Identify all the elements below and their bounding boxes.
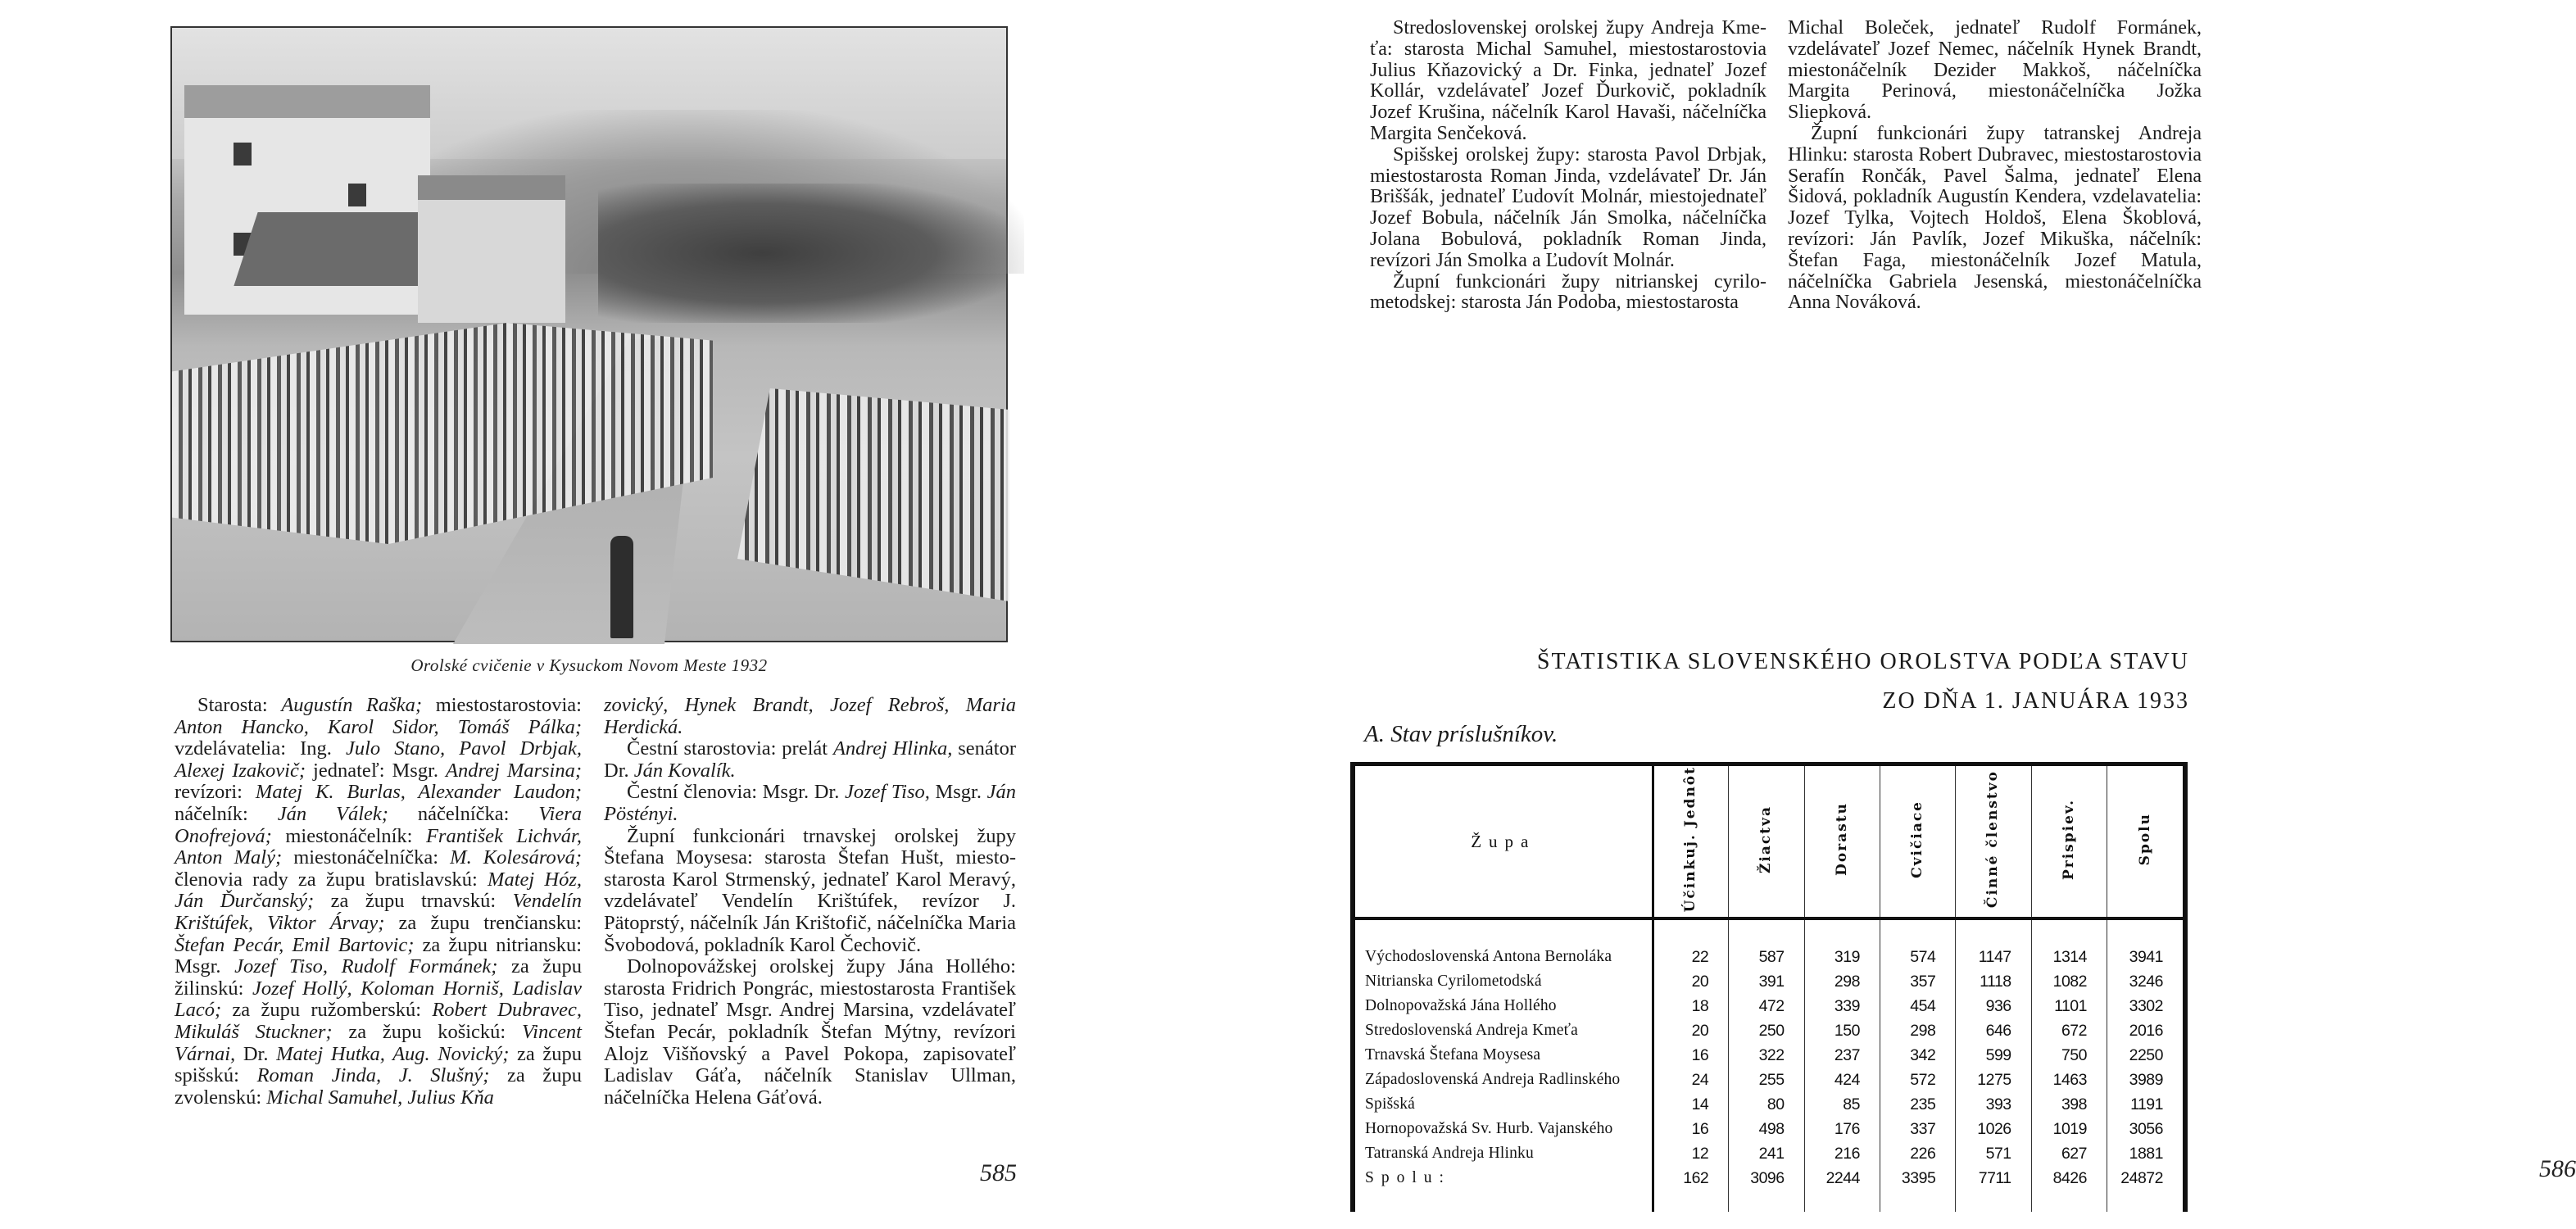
value-cell: 1314: [2031, 918, 2107, 969]
text-run: za župu žilinskú:: [175, 955, 582, 1000]
value-cell: 3941: [2107, 918, 2186, 969]
italic-name: Andrej Hlinka,: [832, 737, 953, 760]
value-cell: 454: [1880, 994, 1955, 1018]
value-cell: 18: [1653, 994, 1729, 1018]
value-cell: 7711: [1956, 1166, 2031, 1212]
table-row: [1353, 1141, 2185, 1166]
text-run: Msgr.: [929, 781, 987, 804]
italic-name: Ján Kovalík.: [633, 759, 736, 782]
text-run: za župu trenčiansku:: [384, 911, 582, 934]
italic-name: Robert Dubravec, Mikuláš Stuckner;: [175, 999, 582, 1043]
text-run: za župu spišskú:: [175, 1042, 583, 1087]
value-cell: 472: [1729, 994, 1804, 1018]
value-cell: 14: [1653, 1092, 1729, 1117]
italic-name: Matej Hutka, Aug. Novický;: [276, 1042, 510, 1065]
italic-name: Augustín Raška;: [281, 694, 423, 716]
table-total-row: [1353, 1166, 2185, 1212]
value-cell: 226: [1880, 1141, 1955, 1166]
italic-name: Viera Onofrejová;: [175, 802, 582, 847]
value-cell: 337: [1880, 1117, 1955, 1141]
zupa-name-cell: Nitrianska Cyrilometodská: [1353, 969, 1653, 994]
text-run: jednateľ: Msgr.: [306, 759, 447, 782]
zupa-name-cell: Spolu:: [1353, 1166, 1653, 1212]
text-run: miestonáčelník:: [271, 824, 426, 847]
value-cell: 298: [1804, 969, 1880, 994]
text-run: Čestní členovia: Msgr. Dr.: [627, 781, 845, 804]
text-run: Čestní starostovia: prelát: [627, 737, 833, 760]
column-header-label: Dorastu: [1833, 802, 1850, 877]
value-cell: 1026: [1956, 1117, 2031, 1141]
zupa-name-cell: Spišská: [1353, 1092, 1653, 1117]
text-run: náčelník:: [175, 802, 278, 825]
italic-name: Jozef Tiso, Rudolf Formánek;: [234, 955, 498, 978]
italic-name: M. Kolesárová;: [450, 846, 582, 869]
zupa-name-cell: Dolnopovažská Jána Hollého: [1353, 994, 1653, 1018]
table-row: [1353, 994, 2185, 1018]
value-cell: 1147: [1956, 918, 2031, 969]
value-cell: 572: [1880, 1068, 1955, 1092]
paragraph-honorary-chairmen: [604, 738, 1016, 782]
value-cell: 391: [1729, 969, 1804, 994]
paragraph-tatranska-district: Župní funkcionári župy tatranskej Andreja Hlinku: starosta Robert Dubravec, miestostarostovia Serafín Rončák, Pavel Šalma, jednateľ Elena Šidová, pokladník Augustín Kendera, vzdelavatelia: Jozef Tylka, Vojtech Holdoš, Elena Škoblová, revízori: Ján Pavlík, Jozef Mikuška, náčelník: Štefan Faga, miestonáčelník Jozef Matula, náčelníčka Gabriela Jesenská, miestonáčelníčka Anna Nováková.: [1788, 122, 2202, 314]
text-run: náčelníčka:: [388, 802, 539, 825]
value-cell: 80: [1729, 1092, 1804, 1117]
value-cell: 255: [1729, 1068, 1804, 1092]
value-cell: 3056: [2107, 1117, 2186, 1141]
value-cell: 22: [1653, 918, 1729, 969]
table-header-row: [1353, 764, 2185, 919]
column-header-cviciace: [1880, 764, 1955, 919]
value-cell: 3302: [2107, 994, 2186, 1018]
italic-name: Matej Hóz, Ján Ďurčanský;: [175, 868, 582, 913]
value-cell: 1463: [2031, 1068, 2107, 1092]
text-run: senátor Dr.: [604, 737, 1017, 782]
section-label: A. Stav príslušníkov.: [1364, 721, 1558, 747]
value-cell: 235: [1880, 1092, 1955, 1117]
value-cell: 3096: [1729, 1166, 1804, 1212]
value-cell: 342: [1880, 1043, 1955, 1068]
zupa-name-cell: Hornopovažská Sv. Hurb. Vajanského: [1353, 1117, 1653, 1141]
value-cell: 571: [1956, 1141, 2031, 1166]
value-cell: 322: [1729, 1043, 1804, 1068]
photo-caption: Orolské cvičenie v Kysuckom Novom Meste 1932: [410, 655, 768, 675]
value-cell: 20: [1653, 969, 1729, 994]
left-text-column-2: [604, 695, 1016, 1109]
column-header-label: Účinkuj. Jednôt: [1682, 766, 1699, 913]
text-run: za župu zvolenskú:: [175, 1064, 582, 1109]
paragraph-continuation: [604, 695, 1016, 738]
value-cell: 2016: [2107, 1018, 2186, 1043]
value-cell: 424: [1804, 1068, 1880, 1092]
italic-name: Ján Pöstényi.: [604, 781, 1016, 825]
value-cell: 1019: [2031, 1117, 2107, 1141]
value-cell: 339: [1804, 994, 1880, 1018]
value-cell: 1082: [2031, 969, 2107, 994]
column-header-spolu: [2107, 764, 2186, 919]
text-run: za župu košickú:: [332, 1020, 522, 1043]
zupa-name-cell: Západoslovenská Andreja Radlinského: [1353, 1068, 1653, 1092]
paragraph-dolnopovazska-district: Dolnopovážskej orolskej župy Jána Hollého: starosta Fridrich Pongrác, miestostarosta František Tiso, jednateľ Msgr. Andrej Marsina, vzdelávateľ Štefan Pecár, pokladník Štefan Mýtny, revízori Alojz Višňovský a Pavel Pokopa, zapisovateľ Ladislav Gáťa, náčelník Stanislav Ullman, náčelníčka Helena Gáťová.: [604, 955, 1016, 1109]
value-cell: 357: [1880, 969, 1955, 994]
column-header-label: Činné členstvo: [1984, 770, 2002, 909]
zupa-name-cell: Východoslovenská Antona Bernoláka: [1353, 918, 1653, 969]
column-header-zupa: Župa: [1353, 764, 1653, 919]
italic-name: Michal Samuhel, Julius Kňa: [266, 1086, 494, 1109]
column-header-label: Žiactva: [1757, 805, 1775, 873]
photograph-orol-exercise: [170, 26, 1008, 642]
paragraph-trnava-district: Župní funkcionári trnavskej orolskej župy Štefana Moysesa: starosta Štefan Hušt, miestostarosta Karol Strmenský, jednateľ Karol Meravý, vzdelávateľ Vendelín Krištúfek, revízor J. Pätoprstý, náčelník Ján Krištofič, náčelníčka Maria Švobodová, pokladník Karol Čechovič.: [604, 824, 1016, 956]
italic-name: Andrej Marsina;: [446, 759, 583, 782]
italic-name: Jozef Tiso,: [844, 781, 930, 804]
italic-name: Julo Stano, Pavol Drbjak, Alexej Izakovič;: [175, 737, 582, 782]
page-number-left: 585: [980, 1159, 1017, 1186]
left-text-column-1: [175, 695, 582, 1109]
right-text-column-1: [1370, 18, 1766, 314]
value-cell: 1191: [2107, 1092, 2186, 1117]
value-cell: 16: [1653, 1043, 1729, 1068]
text-run: Starosta:: [197, 694, 282, 716]
photo-crowd-right: [737, 388, 1009, 601]
photo-window: [348, 184, 366, 206]
value-cell: 8426: [2031, 1166, 2107, 1212]
text-run: za župu ružomberskú:: [221, 999, 433, 1022]
column-header-dorastu: [1804, 764, 1880, 919]
italic-name: František Lichvár, Anton Malý;: [175, 824, 582, 869]
table-body: [1353, 918, 2185, 1212]
italic-name: Jozef Hollý, Koloman Horniš, Ladislav Lacó;: [175, 977, 582, 1022]
italic-name: Vendelín Krištúfek, Viktor Árvay;: [175, 890, 582, 934]
photo-window: [234, 143, 252, 166]
value-cell: 936: [1956, 994, 2031, 1018]
column-header-label: Cvičiace: [1909, 800, 1926, 878]
value-cell: 176: [1804, 1117, 1880, 1141]
value-cell: 24872: [2107, 1166, 2186, 1212]
photo-walking-figure: [610, 536, 633, 638]
italic-name: Matej K. Burlas, Alexander Laudon;: [255, 781, 582, 804]
italic-name: Štefan Pecár, Emil Bartovic;: [175, 933, 415, 956]
value-cell: 3989: [2107, 1068, 2186, 1092]
italic-name: Vincent Várnai,: [175, 1020, 582, 1065]
value-cell: 1118: [1956, 969, 2031, 994]
value-cell: 599: [1956, 1043, 2031, 1068]
value-cell: 85: [1804, 1092, 1880, 1117]
table-row: [1353, 1018, 2185, 1043]
value-cell: 1275: [1956, 1068, 2031, 1092]
paragraph-stredoslovenska-district: Stredoslovenskej orolskej župy Andreja Kmeťa: starosta Michal Samuhel, miestostarostovia Julius Kňazovický a Dr. Finka, jednateľ Jozef Kollár, vzdelávateľ Jozef Ďurkovič, pokladník Jozef Krušina, náčelník Karol Havaši, náčelníčka Margita Senčeková.: [1370, 17, 1766, 144]
right-page: [1179, 0, 2576, 1229]
column-header-cinne-clenstvo: [1956, 764, 2031, 919]
paragraph-honorary-members: [604, 782, 1016, 825]
value-cell: 237: [1804, 1043, 1880, 1068]
zupa-name-cell: Trnavská Štefana Moysesa: [1353, 1043, 1653, 1068]
value-cell: 574: [1880, 918, 1955, 969]
text-run: za župu trnavskú:: [314, 890, 513, 913]
table-row: [1353, 1043, 2185, 1068]
table-row: [1353, 969, 2185, 994]
left-page: [0, 0, 1179, 1229]
value-cell: 672: [2031, 1018, 2107, 1043]
italic-name: Anton Hancko, Karol Sidor, Tomáš Pálka;: [175, 715, 582, 738]
value-cell: 298: [1880, 1018, 1955, 1043]
value-cell: 2250: [2107, 1043, 2186, 1068]
value-cell: 646: [1956, 1018, 2031, 1043]
value-cell: 250: [1729, 1018, 1804, 1043]
text-run: vzdelávatelia: Ing.: [175, 737, 346, 760]
photo-house: [418, 175, 565, 323]
value-cell: 16: [1653, 1117, 1729, 1141]
italic-name: Ján Válek;: [277, 802, 388, 825]
text-run: revízori:: [175, 781, 256, 804]
value-cell: 2244: [1804, 1166, 1880, 1212]
value-cell: 162: [1653, 1166, 1729, 1212]
table-row: [1353, 918, 2185, 969]
photo-roof: [234, 212, 446, 286]
text-run: miestostarostovia:: [422, 694, 582, 716]
value-cell: 498: [1729, 1117, 1804, 1141]
value-cell: 3395: [1880, 1166, 1955, 1212]
photo-trees: [598, 184, 1008, 323]
italic-name: zovický, Hynek Brandt, Jozef Rebroš, Maria Herdická.: [604, 694, 1016, 738]
right-text-column-2: [1788, 18, 2202, 314]
text-run: členovia rady za župu bratislavskú:: [175, 868, 488, 891]
value-cell: 1881: [2107, 1141, 2186, 1166]
value-cell: 150: [1804, 1018, 1880, 1043]
value-cell: 627: [2031, 1141, 2107, 1166]
value-cell: 1101: [2031, 994, 2107, 1018]
value-cell: 587: [1729, 918, 1804, 969]
value-cell: 12: [1653, 1141, 1729, 1166]
column-header-ziactva: [1729, 764, 1804, 919]
text-run: za župu nitriansku: Msgr.: [175, 933, 582, 978]
text-run: miestonáčelníčka:: [282, 846, 451, 869]
table-row: [1353, 1117, 2185, 1141]
paragraph-nitrianska-continuation: Michal Boleček, jednateľ Rudolf Formánek, vzdelávateľ Jozef Nemec, náčelník Hynek Brandt, miestonáčelník Dezider Makkoš, náčelníčka Margita Perinová, miestonáčelníčka Jožka Sliepková.: [1788, 17, 2202, 124]
value-cell: 750: [2031, 1043, 2107, 1068]
value-cell: 20: [1653, 1018, 1729, 1043]
column-header-prispiev: [2031, 764, 2107, 919]
value-cell: 24: [1653, 1068, 1729, 1092]
value-cell: 241: [1729, 1141, 1804, 1166]
column-header-label: Prispiev.: [2060, 798, 2077, 880]
column-header-label: Spolu: [2136, 813, 2153, 866]
table-row: [1353, 1068, 2185, 1092]
text-run: Dr.: [235, 1042, 277, 1065]
paragraph-officers: [175, 695, 582, 1109]
table-row: [1353, 1092, 2185, 1117]
page-number-right: 586: [2539, 1155, 2576, 1182]
zupa-name-cell: Stredoslovenská Andreja Kmeťa: [1353, 1018, 1653, 1043]
paragraph-nitrianska-district: Župní funkcionári župy nitrianskej cyrilometodskej: starosta Ján Podoba, miestostarosta: [1370, 270, 1766, 314]
italic-name: Roman Jinda, J. Slušný;: [256, 1064, 490, 1087]
zupa-name-cell: Tatranská Andreja Hlinku: [1353, 1141, 1653, 1166]
statistics-date: ZO DŇA 1. JANUÁRA 1933: [1882, 688, 2189, 714]
membership-statistics-table: [1350, 762, 2188, 1212]
statistics-title: ŠTATISTIKA SLOVENSKÉHO OROLSTVA PODĽA STAVU: [1536, 649, 2189, 674]
value-cell: 319: [1804, 918, 1880, 969]
value-cell: 3246: [2107, 969, 2186, 994]
value-cell: 393: [1956, 1092, 2031, 1117]
paragraph-spisska-district: Spišskej orolskej župy: starosta Pavol Drbjak, miestostarosta Roman Jinda, vzdelávateľ Dr. Ján Briššák, jednateľ Ľudovít Molnár, miestojednateľ Jozef Bobula, náčelník Ján Smolka, náčelníčka Jolana Bobulová, pokladník Roman Jinda, revízori Ján Smolka a Ľudovít Molnár.: [1370, 143, 1766, 271]
value-cell: 216: [1804, 1141, 1880, 1166]
value-cell: 398: [2031, 1092, 2107, 1117]
column-header-jednot: [1653, 764, 1729, 919]
